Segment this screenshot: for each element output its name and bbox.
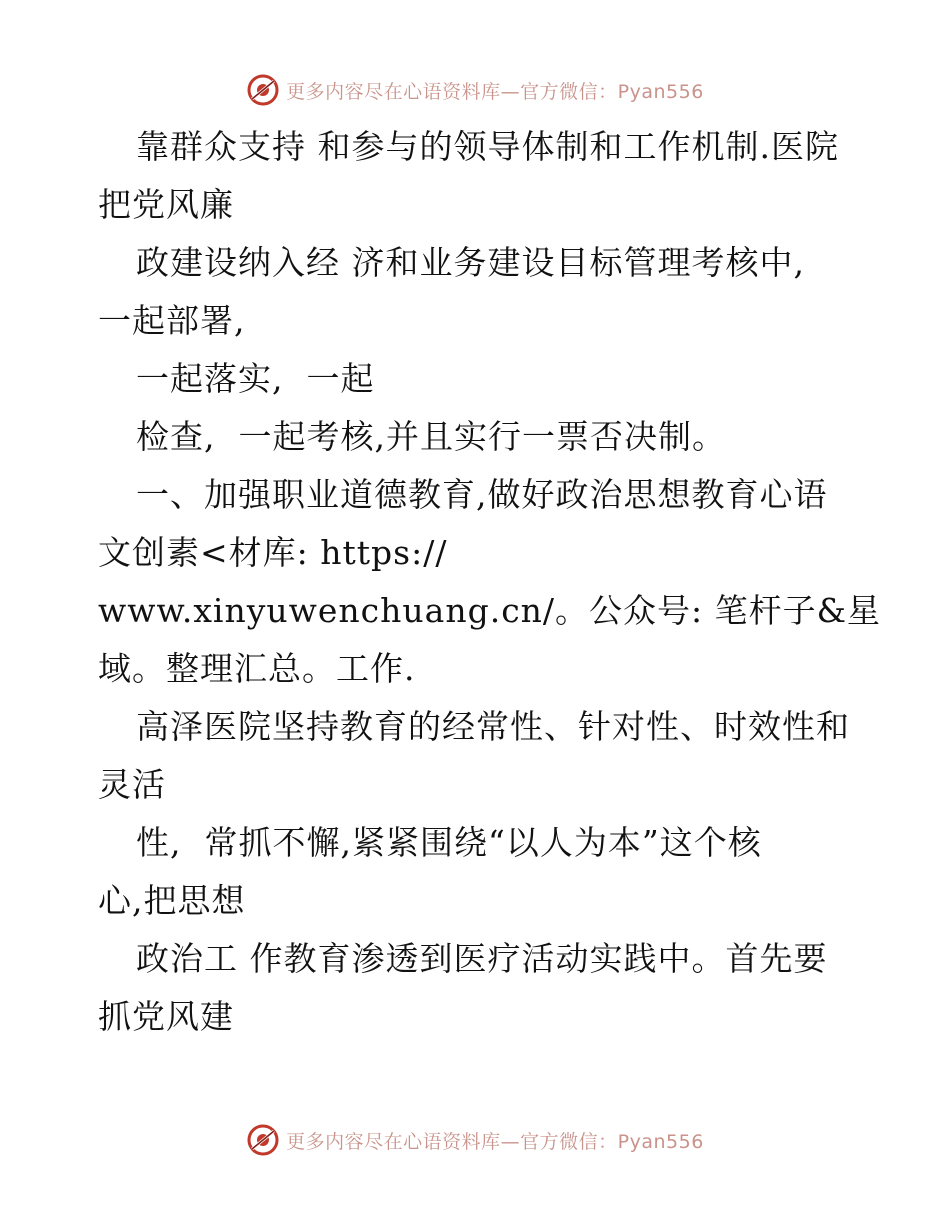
brand-logo-icon [246, 1123, 280, 1157]
text-line: 把党风廉 [98, 185, 234, 224]
brand-logo-icon [246, 73, 280, 107]
text-line: www.xinyuwenchuang.cn/。公众号: 笔杆子&星 [98, 591, 882, 630]
text-line: 检查, 一起考核,并且实行一票否决制。 [136, 417, 726, 456]
text-line: 一起落实, 一起 [136, 359, 375, 398]
text-line: 政建设纳入经 济和业务建设目标管理考核中, [136, 243, 805, 282]
text-line: 性, 常抓不懈,紧紧围绕“以人为本”这个核 [136, 823, 762, 862]
text-line: 心,把思想 [98, 881, 246, 920]
header-banner-text: 更多内容尽在心语资料库—官方微信：Pyan556 [286, 80, 704, 103]
header-watermark-banner [0, 68, 950, 112]
footer-banner-text: 更多内容尽在心语资料库—官方微信：Pyan556 [286, 1130, 704, 1153]
text-line: 文创素<材库: https:// [98, 533, 448, 572]
text-line: 靠群众支持 和参与的领导体制和工作机制.医院 [136, 127, 839, 166]
footer-watermark-banner [0, 1118, 950, 1162]
text-line: 灵活 [98, 765, 166, 804]
text-line: 政治工 作教育渗透到医疗活动实践中。首先要 [136, 939, 828, 978]
text-line: 一起部署, [98, 301, 246, 340]
text-line: 抓党风建 [98, 997, 234, 1036]
text-line: 一、加强职业道德教育,做好政治思想教育心语 [136, 475, 828, 514]
document-body [98, 118, 882, 1046]
text-line: 域。整理汇总。工作. [98, 649, 416, 688]
text-line: 高泽医院坚持教育的经常性、针对性、时效性和 [136, 707, 850, 746]
